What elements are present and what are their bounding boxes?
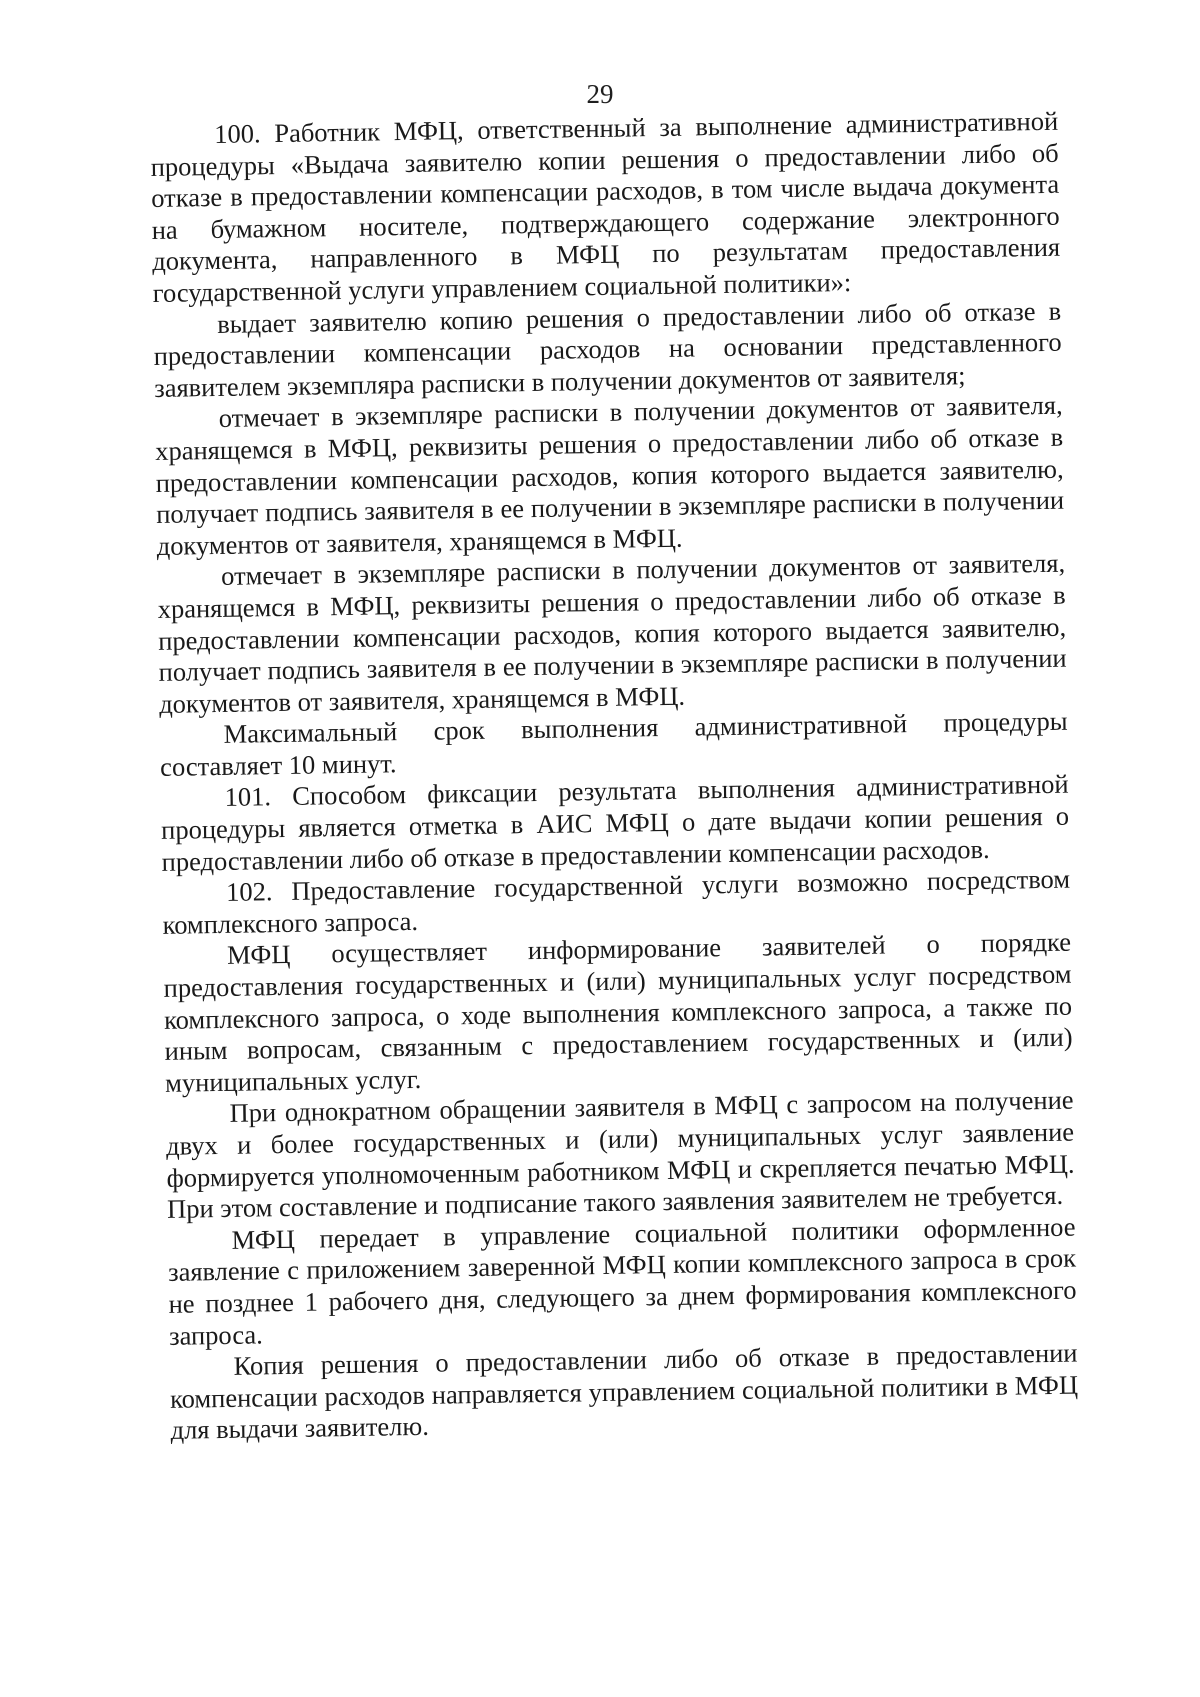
paragraph-single-request: При однократном обращении заявителя в МФЦ с запросом на получение двух и более государственных и (или) муниципальных услуг заявление формируется уполномоченным работником МФЦ и скрепляется печатью МФЦ. При этом составление и подписание такого заявления заявителем не требуется.	[165, 1085, 1075, 1225]
page-number: 29	[586, 79, 614, 109]
paragraph-mfc-informs: МФЦ осуществляет информирование заявителей о порядке предоставления государственных и (или) муниципальных услуг посредством комплексного запроса, о ходе выполнения комплексного запроса, а также по иным вопросам, связанным с предоставлением государственных и (или) муниципальных услуг.	[163, 927, 1073, 1098]
paragraph-mark-receipt-repeat: отмечает в экземпляре расписки в получении документов от заявителя, хранящемся в МФЦ, реквизиты решения о предоставлении либо об отказе в предоставлении компенсации расходов, копия которого выдается заявителю, получает подпись заявителя в ее получении в экземпляре расписки в получении документов от заявителя, хранящемся в МФЦ.	[157, 547, 1067, 719]
paragraph-item-102: 102. Предоставление государственной услуги возможно посредством комплексного запроса.	[162, 863, 1071, 940]
paragraph-max-term: Максимальный срок выполнения административной процедуры составляет 10 минут.	[159, 705, 1068, 782]
paragraph-item-101: 101. Способом фиксации результата выполнения административной процедуры является отметка в АИС МФЦ о дате выдачи копии решения о предоставлении либо об отказе в предоставлении компенсации расходов.	[160, 769, 1070, 877]
paragraph-decision-copy: Копия решения о предоставлении либо об отказе в предоставлении компенсации расходов направляется управлением социальной политики в МФЦ для выдачи заявителю.	[169, 1337, 1079, 1446]
paragraph-mark-receipt: отмечает в экземпляре расписки в получении документов от заявителя, хранящемся в МФЦ, реквизиты решения о предоставлении либо об отказе в предоставлении компенсации расходов, копия которого выдается заявителю, получает подпись заявителя в ее получении в экземпляре расписки в получении документов от заявителя, хранящемся в МФЦ.	[154, 390, 1065, 561]
paragraph-issue-copy: выдает заявителю копию решения о предоставлении либо об отказе в предоставлении компенсации расходов на основании представленного заявителем экземпляра расписки в получении документов от заявителя;	[153, 295, 1062, 403]
paragraph-item-100: 100. Работник МФЦ, ответственный за выполнение административной процедуры «Выдача заявителю копии решения о предоставлении либо об отказе в предоставлении компенсации расходов, в том числе выдача документа на бумажном носителе, подтверждающего содержание электронного документа, направленного в МФЦ по результатам предоставления государственной услуги управлением социальной политики»:	[150, 105, 1061, 308]
paragraph-mfc-transfers: МФЦ передает в управление социальной политики оформленное заявление с приложением заверенной МФЦ копии комплексного запроса в срок не позднее 1 рабочего дня, следующего за днем формирования комплексного запроса.	[167, 1211, 1077, 1351]
document-body	[150, 106, 1079, 1447]
